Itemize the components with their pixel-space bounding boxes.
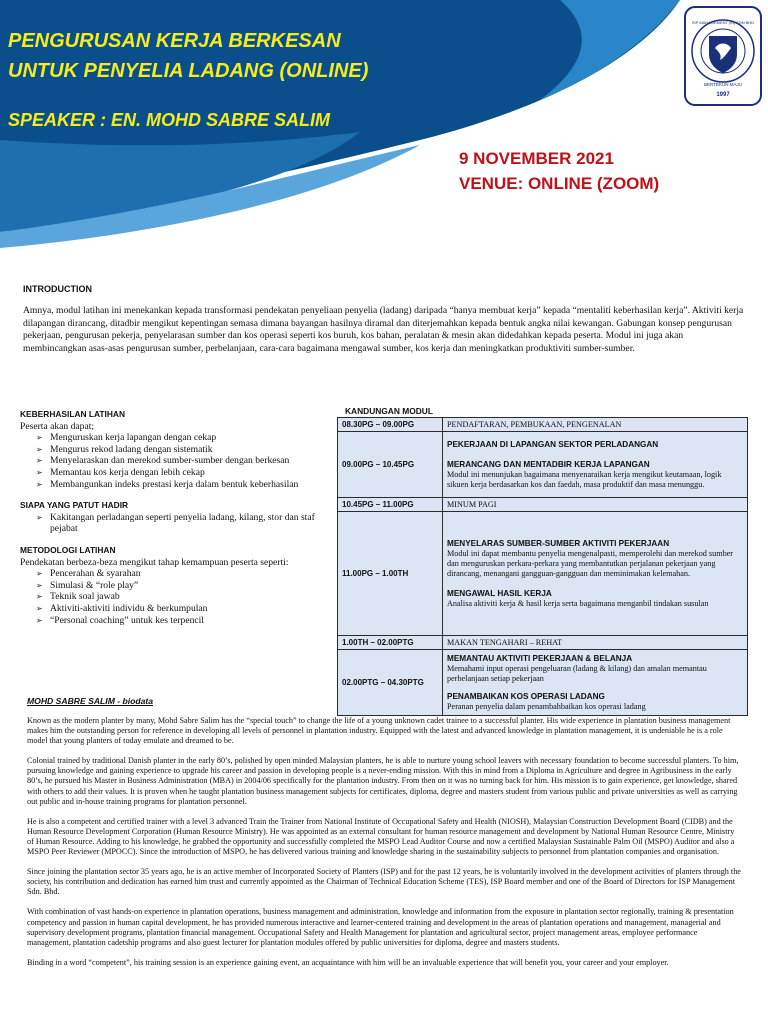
schedule-time: 11.00PG – 1.00TH (338, 512, 443, 636)
schedule-item-title: PEKERJAAN DI LAPANGAN SEKTOR PERLADANGAN (447, 439, 659, 449)
list-item: ➢ Menguruskan kerja lapangan dengan cekap (36, 432, 320, 444)
schedule-item-desc: Peranan penyelia dalam penambahbaikan kos operasi ladang (447, 701, 646, 711)
metodologi-heading: METODOLOGI LATIHAN (20, 544, 116, 555)
logo-motto: BERTEKUN MAJU (704, 82, 742, 87)
list-item: ➢ Memantau kos kerja dengan lebih cekap (36, 467, 320, 479)
list-item: ➢ Simulasi & “role play” (36, 580, 320, 592)
speaker-name: SPEAKER : EN. MOHD SABRE SALIM (8, 110, 331, 130)
schedule-time: 02.00PTG – 04.30PTG (338, 650, 443, 716)
logo-ring-text: ISP MANAGEMENT (M) SDN BHD (691, 20, 755, 25)
schedule-item-desc: Modul ini dapat membantu penyelia mengenalpasti, memperolehi dan merekod sumber dan menguruskan perkara-perkara yang membantutkan perjalanan pekerjaan yang dirancang, menangani gangguan-gangguan dan meminimakan kelemahan. (447, 548, 734, 578)
list-item: ➢ Kakitangan perladangan seperti penyelia ladang, kilang, stor dan staf pejabat (36, 512, 320, 535)
schedule-item: MINUM PAGI (443, 498, 748, 512)
keberhasilan-list (20, 432, 320, 490)
logo-year: 1997 (716, 92, 730, 98)
biodata-heading: MOHD SABRE SALIM - biodata (27, 696, 154, 706)
list-item: ➢ Membangunkan indeks prestasi kerja dalam bentuk keberhasilan (36, 479, 320, 491)
course-title (8, 26, 368, 86)
biodata-paragraph: He is also a competent and certified trainer with a level 3 advanced Train the Trainer from National Institute of Occupational Safety and Health (NIOSH), Malaysian Construction Development Board (CIDB) and the Human Resource Development Corporation (Human Resource Ministry). He was appointed as an external consultant for human resource management and development by National Human Resource Centre, Ministry of Human Resource. Adding to his knowledge, he grabbed the opportunity and successfully completed the MSPO Lead Auditor Course and now a certified Malaysian Sustainable Palm Oil (MSPO) Auditor and also a MSPO Peer Reviewer (MPOCC). Since the introduction of MSPO, he has delivered various training and knowledge sharing in the sustainability subjects to personnel from plantation companies and organisation. (27, 816, 735, 857)
keberhasilan-heading: KEBERHASILAN LATIHAN (20, 409, 125, 419)
biodata-paragraph: Since joining the plantation sector 35 years ago, he is an active member of Incorporated Society of Planters (ISP) and for the past 12 years, he is voluntarily involved in the development activities of planters through the society, his contribution and dedication has earned him trust and currently appointed as the Chairman of Technical Education Scheme (TES), ISP Board member and one of the Board of Directors for ISP Management Sdn. Bhd. (27, 867, 741, 897)
metodologi-sub: Pendekatan berbeza-beza mengikut tahap kemampuan peserta seperti: (20, 556, 289, 568)
list-item: ➢ Menyelaraskan dan merekod sumber-sumber dengan berkesan (36, 455, 320, 467)
siapa-list (20, 512, 320, 535)
introduction-text: Amnya, modul latihan ini menekankan kepada transformasi pendekatan penyeliaan penyelia (ladang) daripada “hanya membuat kerja” kepada “mentaliti keberhasilan kerja”. Aktiviti kerja dilapangan dirancang, ditadbir mengikut kepentingan semasa dimana bayangan hasilnya diramal dan diterjemahkan kepada bentuk angka nilai kewangan. Gabungan konsep pengurusan pekerjaan, pengurusan pekerja, penyelarasan sumber dan kos operasi seperti kos buruh, kos bahan, peralatan & mesin akan didedahkan kepada peserta. Modul ini juga akan membincangkan asas-asas pengurusan sumber, perbelanjaan, cara-cara bagaimana mengawal sumber, kos kerja dan meningkatkan produktiviti sumber-sumber. (23, 305, 744, 354)
schedule-item-title: PENAMBAIKAN KOS OPERASI LADANG (447, 691, 605, 701)
list-item: ➢ Mengurus rekod ladang dengan sistematik (36, 444, 320, 456)
table-row (338, 650, 748, 716)
biodata-paragraph: Binding in a word “competent”, his training session is an experience gaining event, an acquaintance with him will be an invaluable experience that will benefit you, your career and your employer. (27, 957, 669, 967)
schedule-item-desc: Modul ini menunjukan bagaimana menyenaraikan kerja mengikut keutamaan, logik sikuen kerja berdasarkan kos dan faedah, masa produktif dan masa menunggu. (447, 469, 722, 489)
event-details (459, 146, 659, 196)
organisation-logo (684, 6, 762, 106)
schedule-item-desc: Memahami input operasi pengeluaran (ladang & kilang) dan amalan memantau perbelanjaan setiap pekerjaan (447, 663, 707, 683)
biodata-paragraph: Colonial trained by traditional Danish planter in the early 80’s, polished by open minded Malaysian planters, he is able to nurture young school leavers with necessary foundation to become successful planters. To him, pursuing knowledge and gaining experience to upgrade his career and passion in developing people is a never-ending mission. With this in mind from a Diploma in Agriculture and degree in Agribusiness in the early 80’s, he pursued his Master in Business Administration (MBA) in 2004/06 specifically for the plantation industry. From then on it was no turning back for him. His mission is to gain experience, get knowledge, shared with others to add their values. It is proven when he taught plantation business management subjects for certificates, diploma, degree and masters student from various public and private universities as well as carrying out public and in-house training programs for plantation personnel. (27, 756, 739, 806)
schedule-item (443, 432, 748, 498)
list-item: ➢ “Personal coaching” untuk kes terpencil (36, 615, 320, 627)
table-row (338, 512, 748, 636)
schedule-item (443, 650, 748, 716)
schedule-time: 08.30PG – 09.00PG (338, 418, 443, 432)
keberhasilan-sub: Peserta akan dapat; (20, 420, 95, 432)
schedule-time: 1.00TH – 02.00PTG (338, 636, 443, 650)
schedule-item-desc: Analisa aktiviti kerja & hasil kerja serta bagaimana menganbil tindakan susulan (447, 598, 709, 608)
list-item: ➢ Teknik soal jawab (36, 591, 320, 603)
schedule-item (443, 512, 748, 636)
course-info-column (20, 409, 320, 626)
schedule-item-title: MENYELARAS SUMBER-SUMBER AKTIVITI PEKERJAAN (447, 538, 670, 548)
biodata-paragraph: With combination of vast hands-on experience in plantation operations, business management and administration, knowledge and information from the exposure in plantation sector regionally, training & presentation competency and passion in human capital development, he has provided numerous interactive and learner-centered training and development in the areas of plantation operations and management, managerial and supervisory development programs, plantation financial management. Occupational Safety and Health Management for plantation and agricultural sector, project management areas, employee performance management, plantation cadetship programs and also guest lecturer for plantation modules offered by public universities for diploma, degree and masters students. (27, 907, 734, 947)
biodata-paragraph: Known as the modern planter by many, Mohd Sabre Salim has the “special touch” to change the life of a young unknown cadet trainee to a successful planter. His wide experience in plantation business management makes him the outstanding person for reference in developing all levels of personnel in plantation industry. Equipped with the latest and advanced knowledge in plantation management, it is undeniable he is a role model that young planters of today emulate and dreamed to be. (27, 716, 731, 746)
schedule-item-title: MERANCANG DAN MENTADBIR KERJA LAPANGAN (447, 459, 650, 469)
schedule-table (337, 417, 748, 716)
event-venue: VENUE: ONLINE (ZOOM) (459, 174, 660, 193)
schedule-item-title: MEMANTAU AKTIVITI PEKERJAAN & BELANJA (447, 653, 633, 663)
table-row (338, 432, 748, 498)
list-item: ➢ Pencerahan & syarahan (36, 568, 320, 580)
list-item: ➢ Aktiviti-aktiviti individu & berkumpulan (36, 603, 320, 615)
event-date: 9 NOVEMBER 2021 (459, 149, 614, 168)
metodologi-list (20, 568, 320, 626)
table-row (338, 498, 748, 512)
table-row (338, 636, 748, 650)
schedule-item-title: MENGAWAL HASIL KERJA (447, 588, 552, 598)
schedule-time: 10.45PG – 11.00PG (338, 498, 443, 512)
biodata-text (27, 716, 743, 978)
schedule-time: 09.00PG – 10.45PG (338, 432, 443, 498)
schedule-item: MAKAN TENGAHARI – REHAT (443, 636, 748, 650)
kandungan-heading: KANDUNGAN MODUL (345, 406, 433, 416)
course-title-line1: PENGURUSAN KERJA BERKESAN (8, 30, 341, 52)
introduction-heading: INTRODUCTION (23, 284, 92, 294)
schedule-item: PENDAFTARAN, PEMBUKAAN, PENGENALAN (443, 418, 748, 432)
course-title-line2: UNTUK PENYELIA LADANG (ONLINE) (8, 60, 369, 82)
siapa-heading: SIAPA YANG PATUT HADIR (20, 500, 129, 511)
table-row (338, 418, 748, 432)
